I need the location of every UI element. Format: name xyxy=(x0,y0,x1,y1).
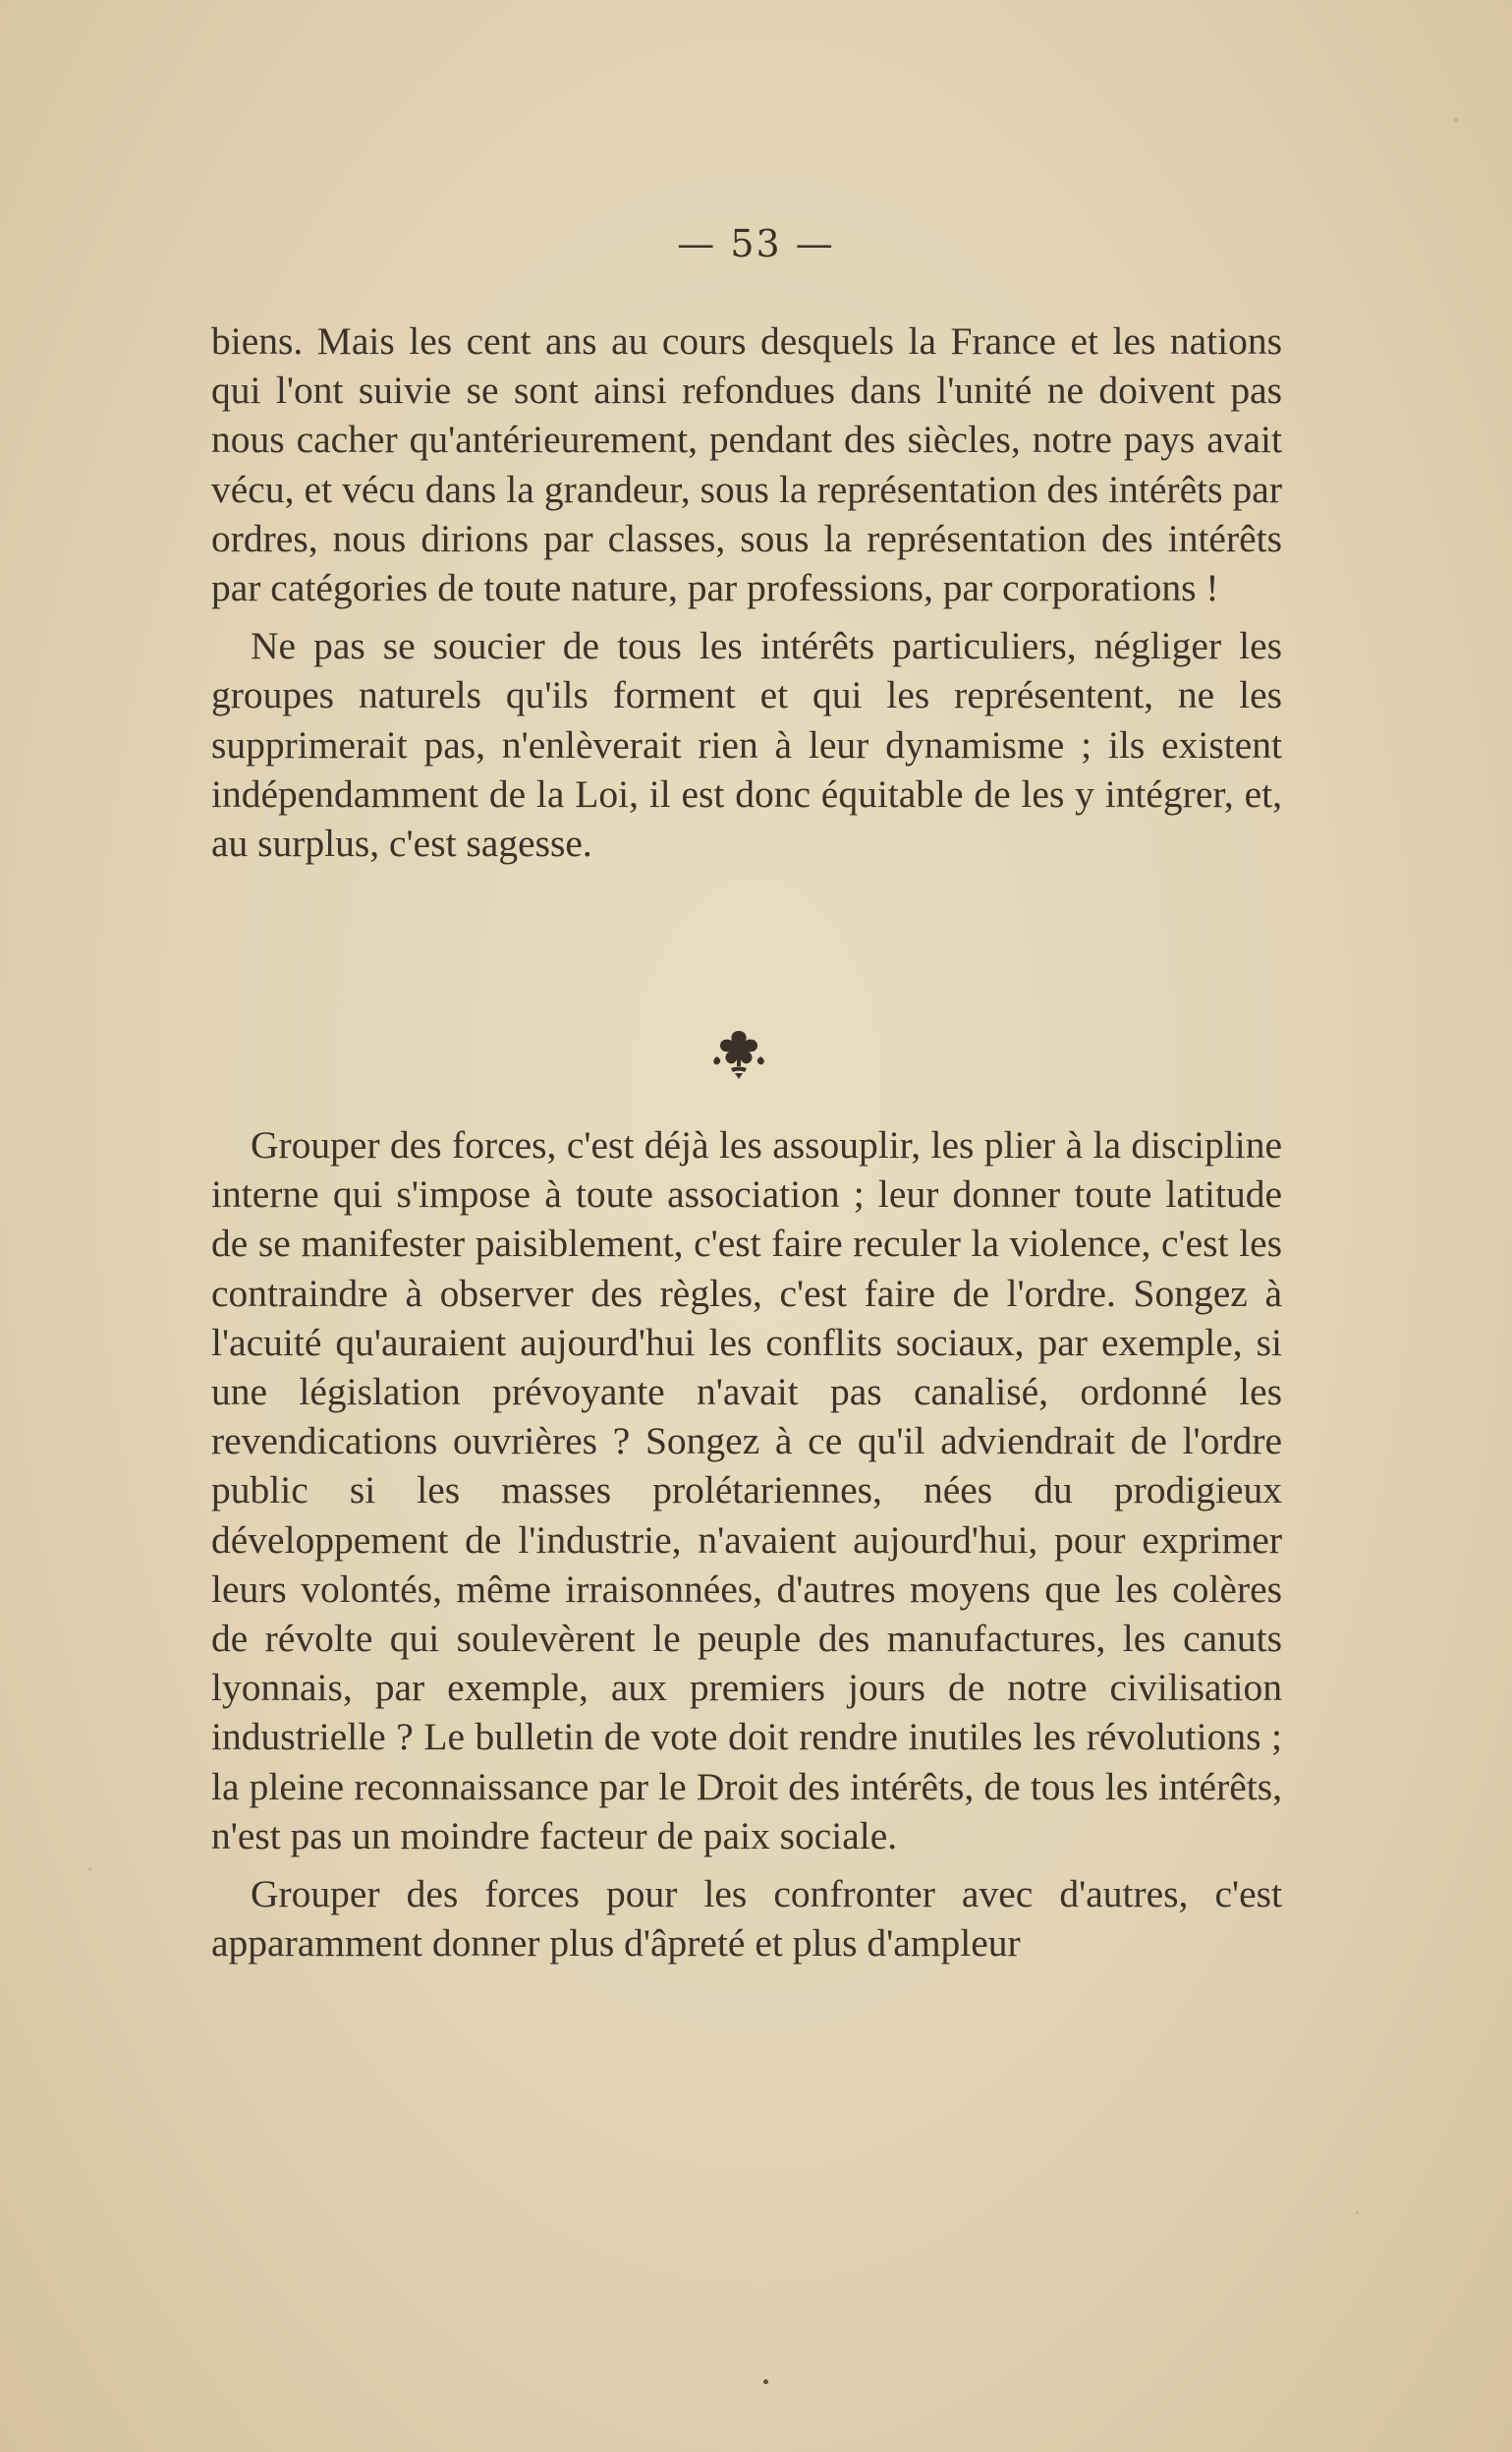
ink-dot xyxy=(763,2379,768,2384)
text-section-1 xyxy=(211,316,1282,868)
page-number: — 53 — xyxy=(677,222,835,265)
paper-speck xyxy=(88,1867,91,1870)
paragraph: biens. Mais les cent ans au cours desquels la France et les nations qui l'ont suivie se sont ainsi refondues dans l'unité ne doivent pas nous cacher qu'antérieurement, pendant des siècles, notre pays avait vécu, et vécu dans la grandeur, sous la représentation des intérêts par ordres, nous dirions par classes, sous la représentation des intérêts par catégories de toute nature, par professions, par corporations ! xyxy=(211,319,1282,610)
paragraph: Ne pas se soucier de tous les intérêts particuliers, négliger les groupes naturels qu'ils forment et qui les représentent, ne les supprimerait pas, n'enlèverait rien à leur dynamisme ; ils existent indépendamment de la Loi, il est donc équitable de les y intégrer, et, au surplus, c'est sagesse. xyxy=(211,624,1282,866)
fleuron-ornament-icon xyxy=(709,1027,768,1082)
paragraph: Grouper des forces, c'est déjà les assouplir, les plier à la discipline interne qui s'impose à toute association ; leur donner toute latitude de se manifester paisiblement, c'est faire reculer la violence, c'est les contraindre à observer des règles, c'est faire de l'ordre. Songez à l'acuité qu'auraient aujourd'hui les conflits sociaux, par exemple, si une législation prévoyante n'avait pas canalisé, ordonné les revendications ouvrières ? Songez à ce qu'il adviendrait de l'ordre public si les masses prolétariennes, nées du prodigieux développement de l'industrie, n'avaient aujourd'hui, pour exprimer leurs volontés, même irraisonnées, d'autres moyens que les colères de révolte qui soulevèrent le peuple des manufactures, les canuts lyonnais, par exemple, aux premiers jours de notre civilisation industrielle ? Le bulletin de vote doit rendre inutiles les révolutions ; la pleine reconnaissance par le Droit des intérêts, de tous les intérêts, n'est pas un moindre facteur de paix sociale. xyxy=(211,1123,1282,1857)
text-section-2 xyxy=(211,1120,1282,1967)
paper-speck xyxy=(1454,118,1458,122)
paper-speck xyxy=(1356,2211,1359,2214)
paragraph: Grouper des forces pour les confronter avec d'autres, c'est apparamment donner plus d'âpreté et plus d'ampleur xyxy=(211,1872,1282,1966)
